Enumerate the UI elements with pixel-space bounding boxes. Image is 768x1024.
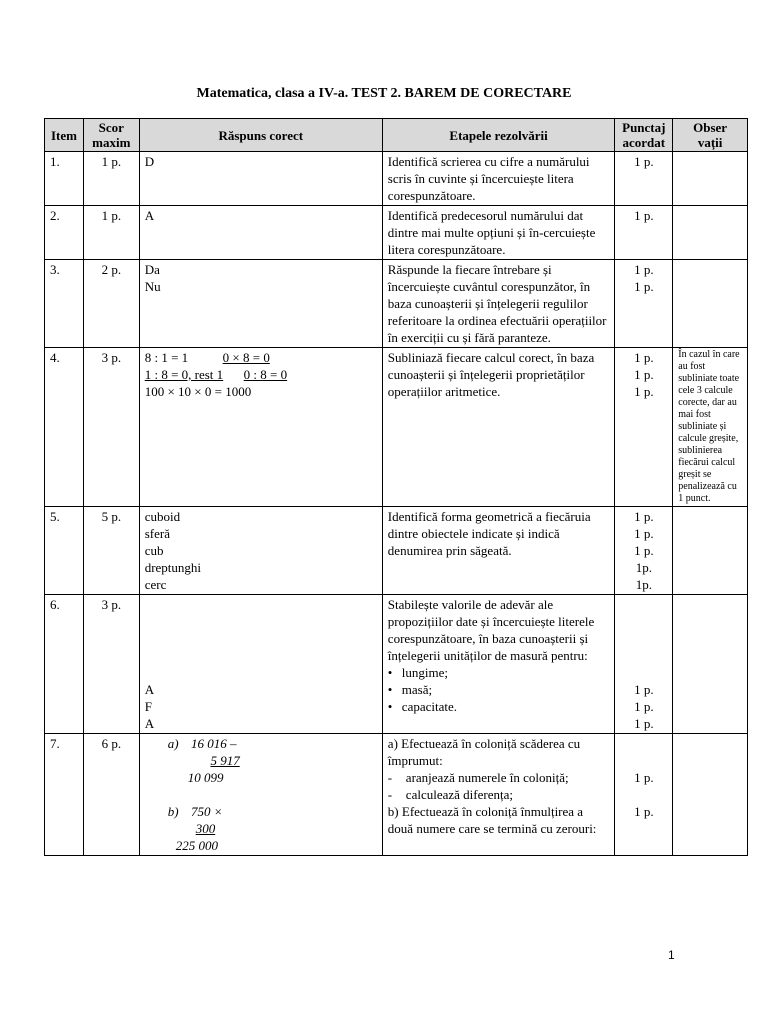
awarded-score: 1 p.	[615, 152, 673, 206]
answer-line: cub	[144, 543, 164, 558]
score-line: 1 p.	[634, 509, 654, 524]
calc-expression-underlined: 1 : 8 = 0, rest 1	[144, 367, 224, 382]
table-row	[45, 348, 748, 507]
score-line: 1 p.	[634, 367, 654, 382]
item-number: 7.	[45, 734, 84, 856]
awarded-score	[615, 507, 673, 595]
score-line: 1 p.	[634, 543, 654, 558]
max-score: 6 p.	[83, 734, 139, 856]
calc-result: 10 099	[187, 770, 224, 785]
max-score: 5 p.	[83, 507, 139, 595]
table-row	[45, 507, 748, 595]
answer-line: Da	[144, 262, 160, 277]
column-calc-a	[168, 735, 377, 752]
header-scor: Scor maxim	[83, 119, 139, 152]
steps-text: Stabilește valorile de adevăr ale propozițiilor date și încercuiește literele corespunzătoare, în baza cunoașterii și înțelegerii unităților de masură pentru:	[387, 597, 595, 663]
calc-operand: 750 ×	[191, 804, 223, 819]
max-score: 1 p.	[83, 152, 139, 206]
calc-line	[145, 383, 377, 400]
calc-expression-underlined: 0 × 8 = 0	[222, 350, 270, 365]
calc-expression-underlined: 0 : 8 = 0	[243, 367, 288, 382]
observations	[673, 152, 748, 206]
bullet-item: • masă;	[388, 681, 610, 698]
solution-steps	[382, 734, 615, 856]
score-line: 1 p.	[634, 526, 654, 541]
answer-line: dreptunghi	[144, 560, 202, 575]
correct-answer	[139, 507, 382, 595]
calc-expression: 100 × 10 × 0 = 1000	[144, 384, 252, 399]
table-row	[45, 152, 748, 206]
table-row	[45, 595, 748, 734]
calc-expression: 8 : 1 = 1	[144, 350, 189, 365]
answer-line: Nu	[144, 279, 161, 294]
observations	[673, 260, 748, 348]
page-title: Matematica, clasa a IV-a. TEST 2. BAREM DE CORECTARE	[196, 86, 572, 101]
header-raspuns: Răspuns corect	[139, 119, 382, 152]
item-number: 5.	[45, 507, 84, 595]
item-number: 2.	[45, 206, 84, 260]
correct-answer	[139, 348, 382, 507]
calc-label: a)	[167, 736, 179, 751]
score-line: 1 p.	[634, 770, 654, 785]
awarded-score	[615, 348, 673, 507]
solution-steps: Identifică scrierea cu cifre a numărului scris în cuvinte și încercuiește litera corespunzătoare.	[382, 152, 615, 206]
observations	[673, 507, 748, 595]
header-item: Item	[45, 119, 84, 152]
calc-line	[145, 349, 377, 366]
observations	[673, 595, 748, 734]
solution-steps	[382, 595, 615, 734]
bullet-item: • lungime;	[388, 664, 610, 681]
calc-line	[145, 366, 377, 383]
steps-text: b) Efectuează în coloniță înmulțirea a două numere care se termină cu zerouri:	[387, 804, 597, 836]
column-calc-b	[168, 803, 377, 820]
answer-line: cerc	[144, 577, 167, 592]
correct-answer	[139, 595, 382, 734]
answer-line: A	[144, 682, 155, 697]
item-number: 6.	[45, 595, 84, 734]
score-line: 1 p.	[634, 699, 654, 714]
table-row	[45, 206, 748, 260]
solution-steps: Identifică predecesorul numărului dat dintre mai multe opțiuni și în-cercuiește litera corespunzătoare.	[382, 206, 615, 260]
answer-line: F	[144, 699, 152, 714]
header-etape: Etapele rezolvării	[382, 119, 615, 152]
table-row	[45, 734, 748, 856]
observations: În cazul în care au fost subliniate toate cele 3 calcule corecte, dar au mai fost subliniate și calcule greșite, sublinierea fiecărui calcul greșit se penalizează cu 1 punct.	[673, 348, 748, 507]
bullet-item: • capacitate.	[388, 698, 610, 715]
dash-item: - aranjează numerele în coloniță;	[387, 770, 569, 785]
calc-label: b)	[167, 804, 179, 819]
table-row	[45, 260, 748, 348]
item-number: 3.	[45, 260, 84, 348]
solution-steps: Subliniază fiecare calcul corect, în baza cunoașterii și înțelegerii proprietăților operațiilor aritmetice.	[382, 348, 615, 507]
score-line: 1p.	[635, 577, 652, 592]
answer-line: A	[144, 716, 155, 731]
correct-answer	[139, 260, 382, 348]
correct-answer	[139, 734, 382, 856]
score-line: 1 p.	[634, 804, 654, 819]
awarded-score	[615, 260, 673, 348]
solution-steps: Identifică forma geometrică a fiecăruia dintre obiectele indicate și indică denumirea prin săgeată.	[382, 507, 615, 595]
barem-table	[44, 118, 748, 856]
correct-answer: D	[139, 152, 382, 206]
correct-answer: A	[139, 206, 382, 260]
header-punctaj: Punctaj acordat	[615, 119, 673, 152]
header-observatii: Obser vații	[673, 119, 748, 152]
max-score: 3 p.	[83, 348, 139, 507]
awarded-score: 1 p.	[615, 206, 673, 260]
score-line: 1 p.	[634, 716, 654, 731]
score-line: 1 p.	[634, 384, 654, 399]
observations	[673, 206, 748, 260]
score-line: 1 p.	[634, 262, 654, 277]
awarded-score	[615, 734, 673, 856]
answer-line: cuboid	[144, 509, 181, 524]
table-header-row	[45, 119, 748, 152]
max-score: 2 p.	[83, 260, 139, 348]
solution-steps: Răspunde la fiecare întrebare și încercuiește cuvântul corespunzător, în baza cunoașterii și înțelegerii regulilor referitoare la ordinea efectuării operațiilor în exerciții cu și fără paranteze.	[382, 260, 615, 348]
awarded-score	[615, 595, 673, 734]
dash-item: - calculează diferența;	[387, 787, 513, 802]
score-line: 1p.	[635, 560, 652, 575]
observations	[673, 734, 748, 856]
item-number: 1.	[45, 152, 84, 206]
page-number: 1	[668, 948, 675, 962]
steps-text: a) Efectuează în coloniță scăderea cu împrumut:	[387, 736, 581, 768]
max-score: 1 p.	[83, 206, 139, 260]
calc-operand: 5 917	[210, 753, 240, 768]
item-number: 4.	[45, 348, 84, 507]
calc-result: 225 000	[175, 838, 218, 853]
calc-operand: 16 016 –	[191, 736, 237, 751]
score-line: 1 p.	[634, 350, 654, 365]
answer-line: sferă	[144, 526, 170, 541]
calc-operand: 300	[195, 821, 216, 836]
max-score: 3 p.	[83, 595, 139, 734]
score-line: 1 p.	[634, 682, 654, 697]
score-line: 1 p.	[634, 279, 654, 294]
